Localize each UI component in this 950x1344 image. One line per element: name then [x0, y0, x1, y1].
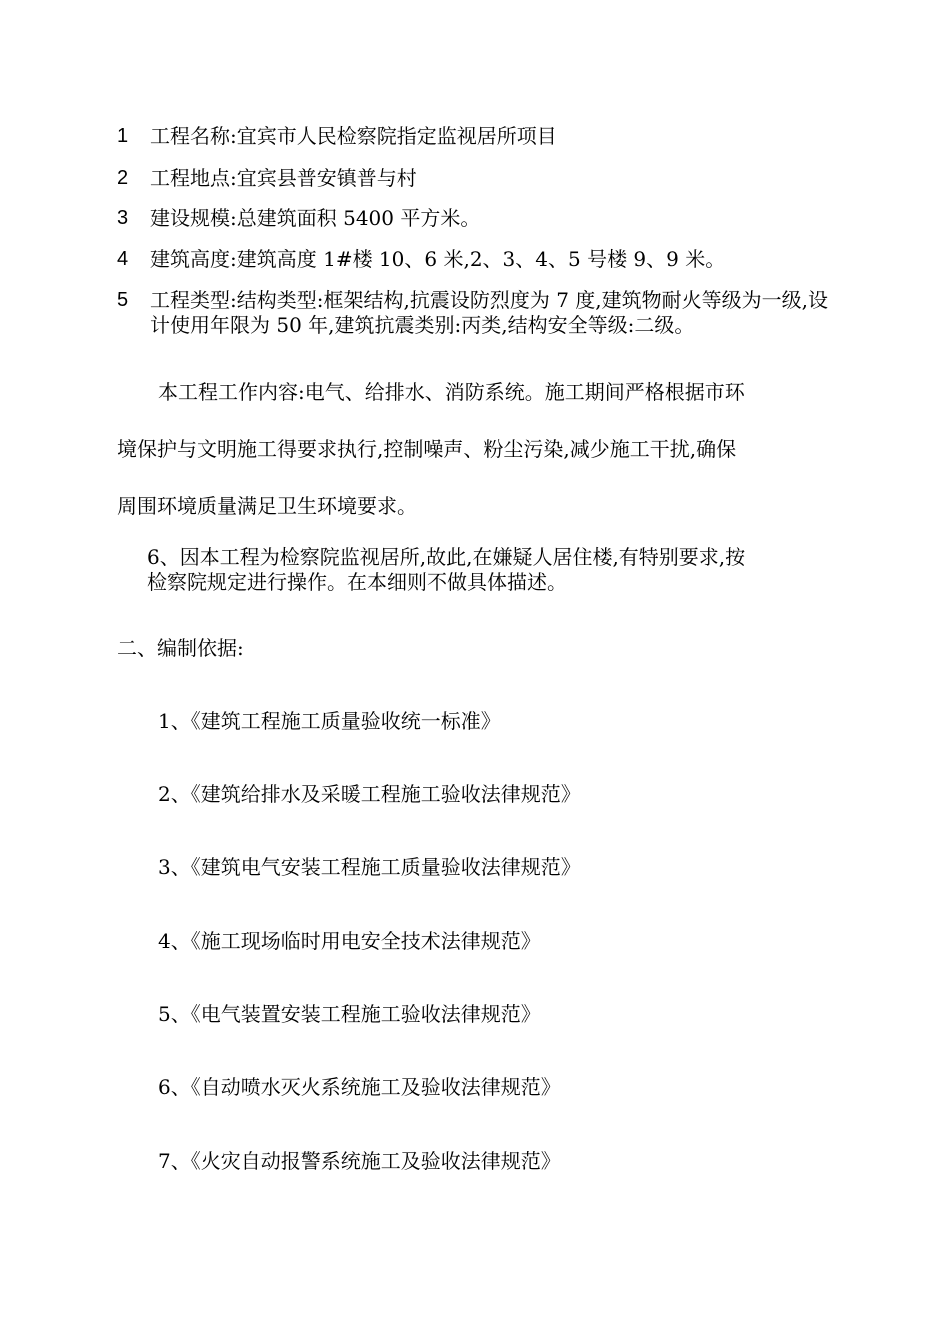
item6-line-1: 6、因本工程为检察院监视居所,故此,在嫌疑人居住楼,有特别要求,按 [147, 545, 746, 569]
item-text: 工程类型:结构类型:框架结构,抗震设防烈度为 7 度,建筑物耐火等级为一级,设计使用年限为 50 年,建筑抗震类别:丙类,结构安全等级:二级。 [150, 288, 828, 337]
reference-item-6: 6、《自动喷水灭火系统施工及验收法律规范》 [158, 1075, 561, 1099]
work-scope-line-3: 周围环境质量满足卫生环境要求。 [117, 494, 417, 518]
reference-item-3: 3、《建筑电气安装工程施工质量验收法律规范》 [158, 855, 581, 879]
item-number: 3 [117, 207, 129, 229]
item-text: 工程地点:宜宾县普安镇普与村 [150, 166, 417, 190]
project-item-name [117, 124, 837, 149]
work-scope-line-2: 境保护与文明施工得要求执行,控制噪声、粉尘污染,减少施工干扰,确保 [117, 437, 737, 461]
item6-line-2: 检察院规定进行操作。在本细则不做具体描述。 [147, 570, 567, 594]
reference-item-5: 5、《电气装置安装工程施工验收法律规范》 [158, 1002, 541, 1026]
project-item-type [117, 288, 842, 338]
item-number: 5 [117, 289, 129, 311]
item-number: 2 [117, 167, 129, 189]
reference-item-1: 1、《建筑工程施工质量验收统一标准》 [158, 709, 501, 733]
reference-item-7: 7、《火灾自动报警系统施工及验收法律规范》 [158, 1149, 561, 1173]
item-number: 1 [117, 125, 129, 147]
item-number: 4 [117, 248, 129, 270]
item-text: 建设规模:总建筑面积 5400 平方米。 [150, 206, 481, 230]
project-item-scale [117, 206, 837, 231]
item-text: 建筑高度:建筑高度 1#楼 10、6 米,2、3、4、5 号楼 9、9 米。 [150, 247, 726, 271]
project-item-height [117, 247, 837, 272]
reference-item-2: 2、《建筑给排水及采暖工程施工验收法律规范》 [158, 782, 581, 806]
item-text: 工程名称:宜宾市人民检察院指定监视居所项目 [150, 124, 557, 148]
project-item-location [117, 166, 837, 191]
reference-item-4: 4、《施工现场临时用电安全技术法律规范》 [158, 929, 541, 953]
basis-heading: 二、编制依据: [117, 636, 244, 660]
work-scope-line-1: 本工程工作内容:电气、给排水、消防系统。施工期间严格根据市环 [158, 380, 745, 404]
